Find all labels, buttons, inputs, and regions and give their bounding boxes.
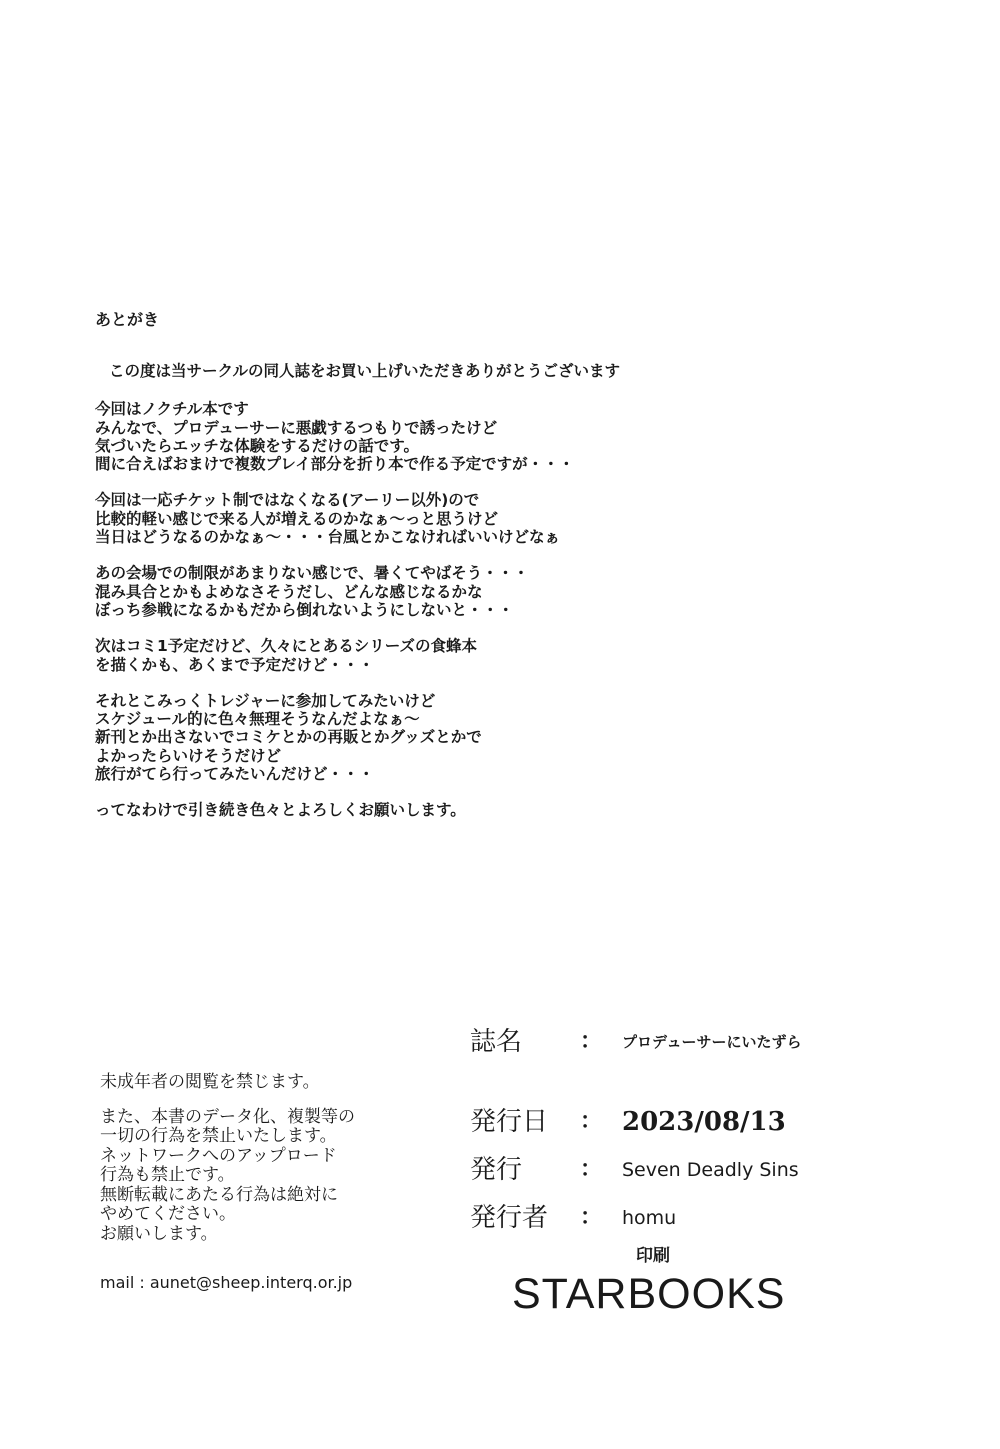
afterword-paragraph	[95, 400, 735, 473]
separator: ：	[580, 1029, 603, 1054]
legal-notice	[100, 1073, 430, 1244]
afterword-line: この度は当サークルの同人誌をお買い上げいただきありがとうございます	[109, 362, 621, 380]
afterword-line: 比較的軽い感じで来る人が増えるのかなぁ～っと思うけど	[95, 509, 499, 528]
notice-line: 無断転載にあたる行為は絶対に	[100, 1184, 338, 1205]
afterword-line: 気づいたらエッチな体験をするだけの話です。	[95, 436, 419, 455]
contact-mail: mail : aunet@sheep.interq.or.jp	[100, 1273, 353, 1292]
afterword-line: 混み具合とかもよめなさそうだし、どんな感じなるかな	[95, 582, 483, 601]
afterword-paragraph	[95, 692, 735, 783]
afterword-line: 今回はノクチル本です	[95, 400, 249, 419]
afterword-line: を描くかも、あくまで予定だけど・・・	[95, 655, 375, 674]
afterword-line: 間に合えばおまけで複数プレイ部分を折り本で作る予定ですが・・・	[95, 455, 575, 474]
afterword-paragraph	[95, 637, 735, 674]
afterword-line: ぼっち参戦になるかもだから倒れないようにしないと・・・	[95, 600, 514, 619]
notice-line: ネットワークへのアップロード	[100, 1145, 337, 1166]
afterword-line: 次はコミ1予定だけど、久々にとあるシリーズの食蜂本	[95, 637, 478, 656]
afterword-line: それとこみっくトレジャーに参加してみたいけど	[95, 691, 436, 710]
circle-value: Seven Deadly Sins	[622, 1159, 799, 1181]
afterword-line: 旅行がてら行ってみたいんだけど・・・	[95, 765, 375, 784]
afterword-line: 今回は一応チケット制ではなくなる(アーリー以外)ので	[95, 491, 480, 510]
afterword-line: 当日はどうなるのかなぁ～・・・台風とかこなければいいけどなぁ	[95, 528, 561, 547]
notice-line: お願いします。	[100, 1223, 218, 1244]
afterword-paragraph	[95, 362, 735, 380]
separator: ：	[580, 1205, 603, 1230]
author-value: homu	[622, 1207, 677, 1229]
afterword-heading: あとがき	[95, 310, 160, 329]
printer-label: 印刷	[636, 1246, 670, 1266]
afterword-paragraph	[95, 564, 735, 619]
afterword-line: みんなで、プロデューサーに悪戯するつもりで誘ったけど	[95, 418, 498, 437]
circle-label: 発行	[470, 1155, 523, 1185]
colophon-title-row	[470, 1027, 802, 1057]
title-label: 誌名	[470, 1027, 523, 1057]
date-value: 2023/08/13	[622, 1107, 786, 1137]
colophon-circle-row	[470, 1155, 799, 1185]
afterword-body	[95, 362, 735, 838]
separator: ：	[580, 1109, 603, 1134]
afterword-paragraph	[95, 491, 735, 546]
printer-name: STARBOOKS	[512, 1270, 786, 1318]
separator: ：	[580, 1157, 603, 1182]
afterword-paragraph	[95, 801, 735, 819]
afterword-line: ってなわけで引き続き色々とよろしくお願いします。	[95, 801, 466, 820]
afterword-line: あの会場での制限があまりない感じで、暑くてやばそう・・・	[95, 564, 529, 583]
notice-line: やめてください。	[100, 1204, 236, 1224]
colophon-date-row	[470, 1107, 786, 1137]
notice-line: 行為も禁止です。	[100, 1165, 235, 1185]
afterword-line: 新刊とか出さないでコミケとかの再販とかグッズとかで	[95, 728, 482, 747]
notice-line: また、本書のデータ化、複製等の	[100, 1106, 355, 1127]
author-label: 発行者	[470, 1203, 549, 1233]
date-label: 発行日	[470, 1107, 549, 1137]
title-value: プロデューサーにいたずら	[622, 1033, 802, 1051]
notice-line: 一切の行為を禁止いたします。	[100, 1126, 337, 1146]
minors-warning: 未成年者の閲覧を禁じます。	[100, 1072, 320, 1092]
afterword-line: スケジュール的に色々無理そうなんだよなぁ～	[95, 710, 420, 729]
colophon-author-row	[470, 1203, 676, 1233]
afterword-line: よかったらいけそうだけど	[95, 746, 282, 765]
